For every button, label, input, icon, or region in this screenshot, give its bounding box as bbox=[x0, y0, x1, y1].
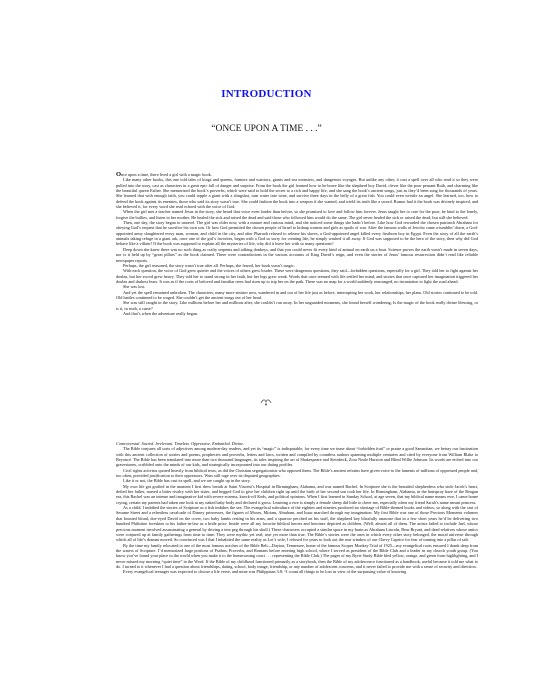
chapter-heading: INTRODUCTION bbox=[221, 88, 312, 100]
paragraph: Civil rights activists quoted heavily from biblical texts, as did the Christian segregationists who opposed them. The Bible’s ancient refrains have given voice to the laments of millions of oppressed people and, too often, provided justification to their oppressors. Wars still rage over its disputed geographies. bbox=[116, 467, 478, 479]
paragraph: My own life got grafted in the moment I first drew breath at Saint Vincent’s Hospital in Birmingham, Alabama, and was named Rachel. In Scripture she is the beautiful shepherdess who stole Jacob’s heart, defied her father, nursed a bitter rivalry with her sister, and begged God to give her children right up until the birth of her second son took her life. In Birmingham, Alabama, in the hairspray haze of the Reagan era, this Rachel was an intense and imaginative kid with severe eczema, knock-off Keds, and political opinions. When I first learned in Sunday School, at age seven, that my biblical name means ewe, I came home crying, certain my parents had taken one look at my naked baby body and declared it gross. Learning a ewe is simply a female sheep did little to cheer me, especially when my friend Sarah’s name meant princess. bbox=[116, 483, 478, 505]
paragraph: By the time my family relocated to one of the most famous notches of the Bible Belt—Dayton, Tennessee, home of the famous Scopes Monkey Trial of 1925—my evangelical roots ensured I drank deep from the waters of Scripture. I’d memorized large portions of Psalms, Proverbs, and Romans before entering high school, where I served as president of the Bible Club and a leader in my church youth group. (You know you’ve found your place in the world when you make it to the homecoming court . . . representing the Bible Club.) The pages of my Ryrie Study Bible bled yellow, orange, and green from highlighting, and I never missed my morning “quiet time” in the Word. If the Bible of my childhood functioned primarily as a storybook, then the Bible of my adolescence functioned as a handbook, useful because it told me what to do. I turned to it whenever I had a question about friendships, dating, school, body image, friendship, or any number of adolescent concerns, and it never failed to provide me with a sense of security and direction. bbox=[116, 542, 478, 569]
chapter-subheading: “ONCE UPON A TIME . . .” bbox=[211, 124, 322, 134]
drop-cap: O bbox=[116, 171, 122, 178]
paragraph: With each question, the voice of God grew quieter and the voices of others grew louder. These were dangerous questions, they said—forbidden questions, especially for a girl. They told her to fight against her doubts, but her sword grew heavy. They told her to stand strong in her faith, but her legs grew weak. Words that once teemed with life settled her mind, and stories that once captured her imagination triggered her doubts and darkest fears. It was as if the roots of beloved and familiar trees had risen up to trip her on the path. There was no map for a world suddenly rearranged, no incantation to light the road ahead. bbox=[116, 268, 478, 284]
paragraph: She was still caught in the story. Like millions before her and millions after, she couldn’t run away. In her unguarded moments, she found herself wondering, Is the magic of the book really divine blessing, or is it, in truth, a curse? bbox=[116, 300, 478, 311]
paragraph: When the girl met a teacher named Jesus in the story, she heard that voice even louder than before, so she promised to love and follow him forever. Jesus taught her to care for the poor, be kind to the lonely, forgive the bullies, and listen to her mother. He healed the sick and raised the dead and said those who followed him would do the same. The girl never healed the sick or raised the dead, but still she believed. bbox=[116, 209, 478, 220]
paragraph: Every evangelical teenager was expected to choose a life verse, and mine was Philippians 3:8: “I count all things to be loss in view of the surpassing value of knowing bbox=[123, 569, 407, 575]
paragraph: Then, one day, the story began to unravel. The girl was older now, with a mature and curious mind, and she noticed some things she hadn’t before. Like how God rewarded the chosen patriarch Abraham for obeying God’s request that he sacrifice his own son. Or how God permitted the chosen people of Israel to kidnap women and girls as spoils of war. After the famous walls of Jericho came a-tumblin’ down, a God-appointed army slaughtered every man, woman, and child in the city, and after Pharaoh refused to release his slaves, a God-appointed angel killed every firstborn boy in Egypt. Even the story of all the earth’s animals taking refuge in a giant ark, once one of the girl’s favorites, began with a God so sorry for creating life, he simply washed it all away. If God was supposed to be the hero of the story, then why did God behave like a villain? If the book was supposed to explain all the mysteries of life, why did it leave her with so many questions? bbox=[116, 220, 478, 247]
paragraph: Like it or not, the Bible has cast its spell, and we are caught up in the story. bbox=[123, 478, 251, 484]
section-one-body bbox=[116, 172, 478, 316]
section-divider-ornament-icon bbox=[259, 398, 273, 407]
paragraph: She was lost. bbox=[123, 284, 146, 290]
paragraph: Like many other books, this one told tales of kings and queens, farmers and warriors, giants and sea monsters, and dangerous voyages. But unlike any other, it cast a spell over all who read it so they were pulled into the story, cast as characters in a great epic full of danger and surprise. From the book the girl learned how to be brave like the shepherd boy David, clever like the poor peasant Ruth, and charming like the beautiful queen Esther. She memorized the book’s proverbs, which were said to hold the secret to a rich and happy life, and she sang the book’s ancient songs, just as they’d been sung for thousands of years. She learned that with enough faith, you could topple a giant with a slingshot, turn water into wine, and survive three days in the belly of a great fish. You could even wrestle an angel. She learned, too, how to defend the book against its enemies, those who said its story wasn’t true. She could fashion the book into a weapon if she wanted, and wield its truth like a sword. Rumor had it the book was divinely inspired, and she believed it, for every word she read echoed with the voice of God. bbox=[116, 177, 478, 210]
adjectives-tagline: Controversial. Sacred. Irrelevant. Timeless. Oppressive. Embattled. Divine. bbox=[116, 441, 245, 446]
paragraph: The Bible conjures all sorts of adjectives among modern-day readers, and yet its “magic” is indisputable, for every time we tease about “forbidden fruit” or praise a good Samaritan, we betray our fascination with this ancient collection of stories and poems, prophecies and proverbs, letters and laws, written and compiled by countless authors spanning multiple centuries and cited by everyone from William Blake to Beyoncé. The Bible has been translated into more than two thousand languages, its tales inspiring the art of Shakespeare and Steinbeck, Zora Neale Hurston and Blind Willie Johnson. Its words are etched into our gravestones, scribbled onto the minds of our kids, and strategically incorporated into our dating profiles. bbox=[116, 446, 478, 468]
paragraph: And that’s when the adventure really began. bbox=[123, 310, 198, 316]
opening-text: nce upon a time, there lived a girl with a magic book. bbox=[121, 172, 212, 177]
paragraph: Perhaps, the girl reasoned, the story wasn’t true after all. Perhaps, she feared, her book wasn’t magic. bbox=[123, 262, 295, 268]
paragraph: Deep down she knew there was no such thing as crafty serpents and talking donkeys, and that you could never fit every kind of animal on earth on a boat. Science proves the earth wasn’t made in seven days, nor is it held up by “great pillars” as the book claimed. There were contradictions in the various accounts of King David’s reign, and even the stories of Jesus’ famous resurrection didn’t read like reliable newspaper reports. bbox=[116, 246, 478, 263]
paragraph: As a child, I imbibed the stories of Scripture as a fish imbibes the sea. The evangelical subculture of the eighties and nineties produced no shortage of Bible-themed books and videos, so along with the cast of Sesame Street and a relentless cavalcade of Disney princesses, the figures of Moses, Miriam, Abraham, and Isaac marched through my imagination. My first Bible was one of those Precious Moments volumes that boasted blond, doe-eyed David on the cover, two baby lambs resting in his arms, and a sparrow perched on his staff, the shepherd boy blissfully unaware that in a few short years he’d be delivering two hundred Philistine foreskins to his father-in-law as a bride price. Inside were all my favorite biblical heroes and heroines depicted as children. (Well, almost all of them. The artists failed to include Jael, whose precious moment involved assassinating a general by driving a tent peg through his skull.) These characters occupied a similar space in my brain as Abraham Lincoln, Bear Bryant, and dead relatives whose antics were conjured up at family gatherings from time to time: They were mythic yet real; true yet more than true. The Bible’s stories were the ones in which every other story belonged, the moral universe through which all of life’s dramas moved. So convinced was I that I inhabited the same reality as Lot’s wife, I refused for years to look out the rear window of our Chevy Caprice for fear of turning into a pillar of salt. bbox=[116, 505, 478, 543]
paragraph: And yet the spell remained unbroken. The characters, many more sinister now, wandered in and out of her life just as before, interrupting her work, her relationships, her plans. Old stories continued to be told. Old battles continued to be waged. She couldn’t get the ancient songs out of her head. bbox=[116, 289, 478, 300]
section-two-body bbox=[116, 441, 478, 575]
